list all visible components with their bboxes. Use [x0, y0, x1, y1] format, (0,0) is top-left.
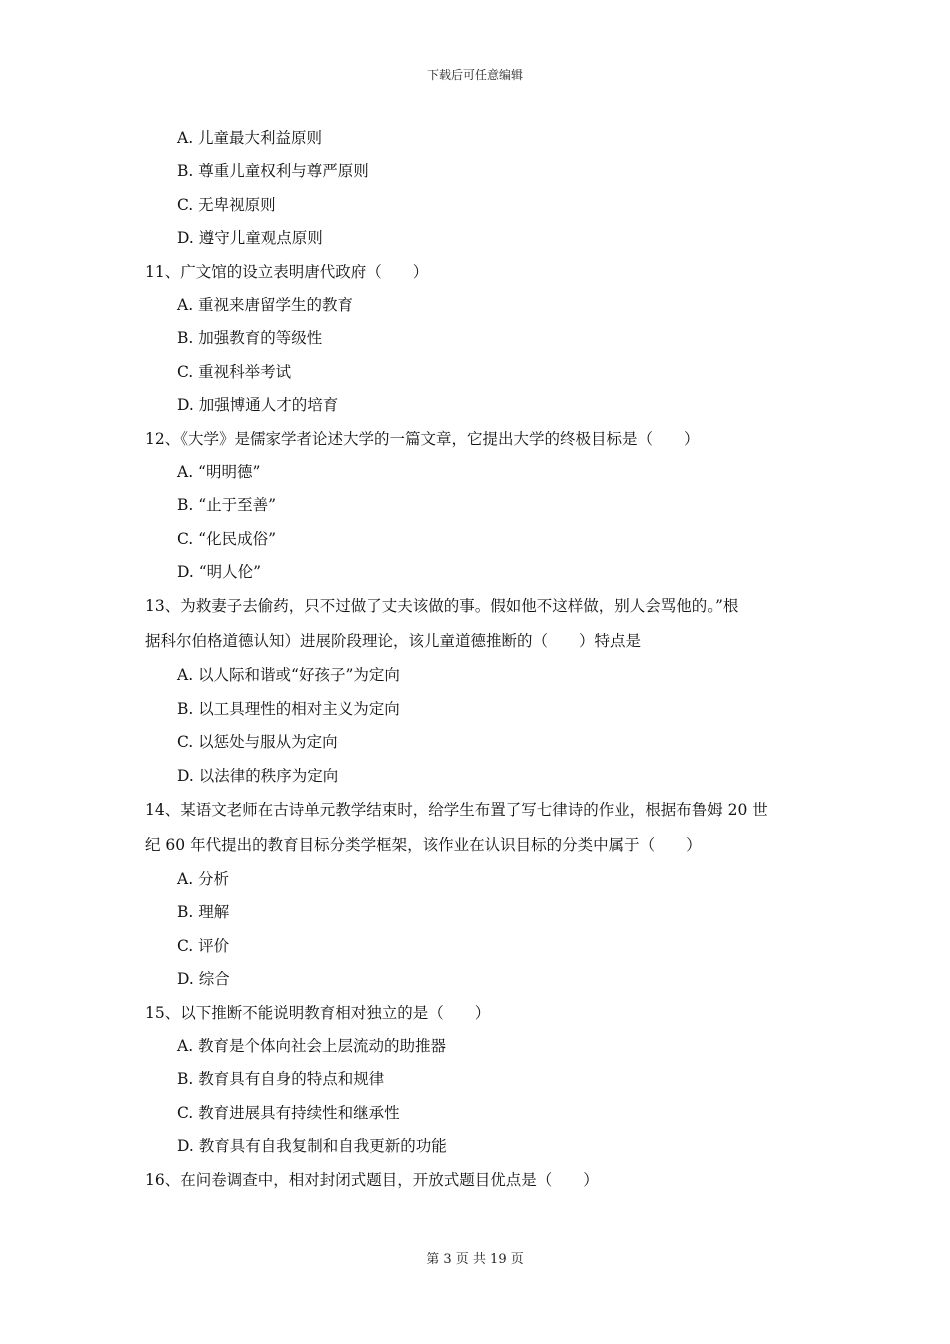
option-line: A. 分析	[177, 870, 230, 889]
option-line: A. 以人际和谐或“好孩子”为定向	[177, 666, 400, 685]
exam-content	[145, 122, 810, 1197]
option-line: B. 以工具理性的相对主义为定向	[177, 699, 400, 718]
option-line: A. 重视来唐留学生的教育	[177, 295, 354, 314]
question-14: 14、某语文老师在古诗单元教学结束时，给学生布置了写七律诗的作业，根据布鲁姆 20 世	[145, 801, 768, 820]
question-13: 13、为救妻子去偷药，只不过做了丈夫该做的事。假如他不这样做，别人会骂他的。”根	[145, 597, 739, 616]
option-line: B. 加强教育的等级性	[177, 329, 323, 348]
option-line: D. “明人伦”	[177, 563, 262, 582]
option-line: D. 遵守儿童观点原则	[177, 229, 323, 248]
question-14-continued: 纪 60 年代提出的教育目标分类学框架，该作业在认识目标的分类中属于（ ）	[145, 836, 702, 855]
option-line: C. 教育进展具有持续性和继承性	[177, 1103, 400, 1122]
question-12: 12、《大学》是儒家学者论述大学的一篇文章，它提出大学的终极目标是（ ）	[145, 429, 700, 448]
option-line: D. 加强博通人才的培育	[177, 396, 339, 415]
option-line: C. “化民成俗”	[177, 529, 277, 548]
question-15: 15、以下推断不能说明教育相对独立的是（ ）	[145, 1003, 491, 1022]
option-line: A. 儿童最大利益原则	[177, 129, 323, 147]
question-13-continued: 据科尔伯格道德认知）进展阶段理论，该儿童道德推断的（ ）特点是	[145, 632, 642, 651]
option-line: C. 评价	[177, 936, 230, 955]
option-line: D. 综合	[177, 970, 230, 989]
option-line: A. 教育是个体向社会上层流动的助推器	[177, 1036, 447, 1055]
option-line: B. “止于至善”	[177, 496, 277, 515]
question-11: 11、广文馆的设立表明唐代政府（ ）	[145, 262, 429, 281]
option-line: C. 以惩处与服从为定向	[177, 733, 338, 752]
option-line: B. 尊重儿童权利与尊严原则	[177, 162, 369, 181]
option-line: B. 教育具有自身的特点和规律	[177, 1070, 385, 1089]
option-line: D. 教育具有自我复制和自我更新的功能	[177, 1137, 447, 1156]
question-16: 16、在问卷调查中，相对封闭式题目，开放式题目优点是（ ）	[145, 1170, 599, 1189]
option-line: D. 以法律的秩序为定向	[177, 766, 339, 785]
option-line: B. 理解	[177, 903, 230, 922]
page-footer: 第 3 页 共 19 页	[426, 1252, 524, 1267]
option-line: A. “明明德”	[177, 462, 261, 481]
option-line: C. 无卑视原则	[177, 195, 276, 214]
page-header: 下载后可任意编辑	[426, 68, 523, 82]
option-line: C. 重视科举考试	[177, 362, 292, 381]
